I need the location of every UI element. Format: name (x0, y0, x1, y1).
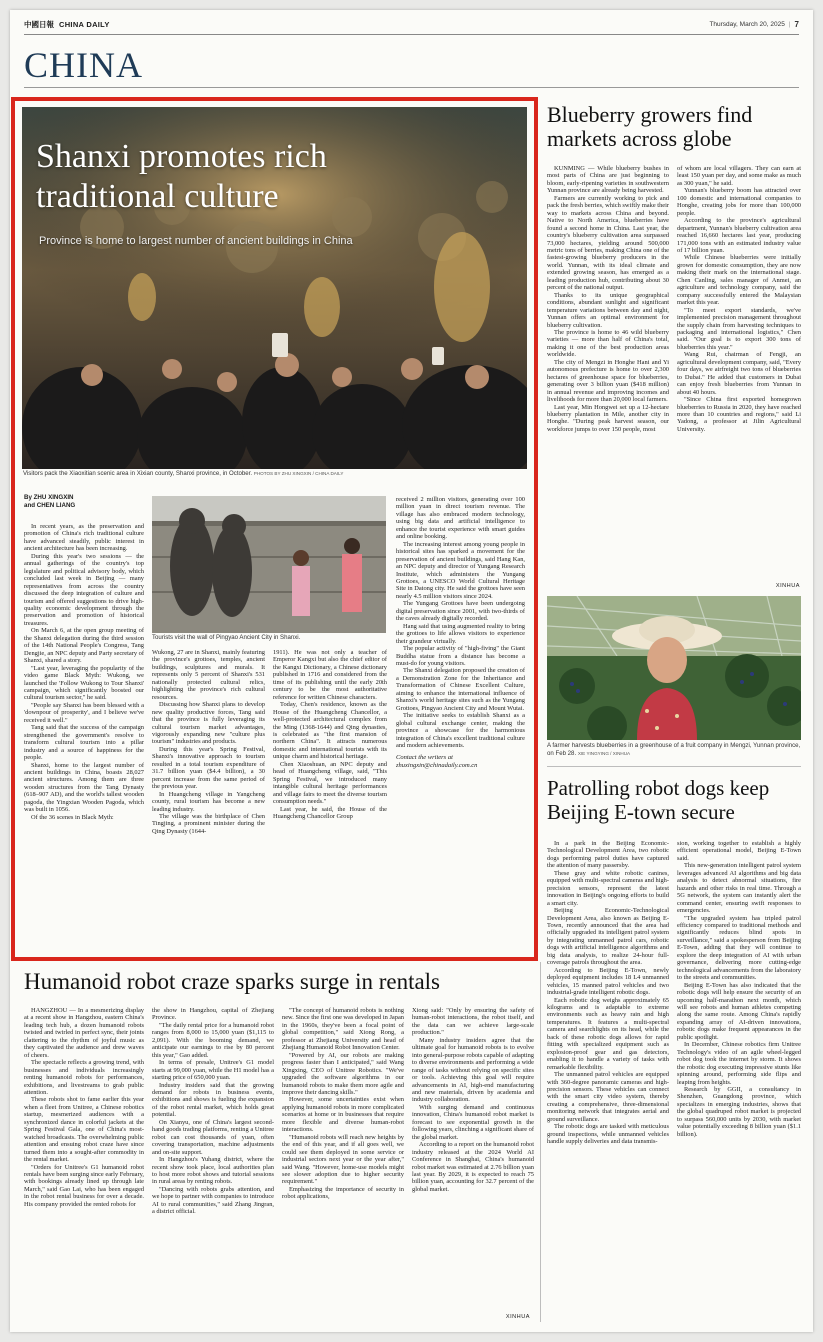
blueberry-paragraph: The province is home to 46 wild blueberry varieties — more than half of China's total, making it one of the best production areas worldwide. (547, 328, 669, 359)
robotdog-headline-line2: Beijing E-town secure (547, 800, 735, 824)
shanxi-paragraph: Today, Chen's residence, known as the House of the Huangcheng Chancellor, a well-protected architectural complex from the Ming (1368-1644) and Qing dynasties, is celebrated as "the first mansion of northern China". It attracts numerous domestic and international tourists with its unique charm and historical heritage. (273, 701, 387, 761)
pingyao-inset-caption: Tourists visit the wall of Pingyao Ancient City in Shanxi. (152, 634, 301, 641)
masthead-dateline (709, 20, 799, 29)
humanoid-paragraph: These robots shot to fame earlier this year when a fleet from Unitree, a Chinese robotics startup, mesmerized audiences with a synchronized dance in colorful jackets at the Spring Festival Gala, one of China's most-watched broadcasts. The overwhelming public attention and ensuing robot craze have since turned them into a sought-after commodity in the rental market. (24, 1096, 144, 1164)
shanxi-hero-photo (22, 107, 527, 469)
robotdog-paragraph: Research by GGII, a consultancy in Shenzhen, Guangdong province, which specializes in emerging industries, shows that the global quadruped robot market is projected to surpass 560,000 units by 2030, with market value potentially exceeding 8 billion yuan ($1.1 billion). (677, 1085, 801, 1138)
robotdog-paragraph: "The upgraded system has tripled patrol efficiency compared to traditional methods and significantly reduces blind spots in surveillance," said a spokesperson from Beijing E-Town, adding that they will continue to explore the deep integration of AI with urban governance, delivering more cutting-edge technological advancements from the laboratory to the streets and communities. (677, 914, 801, 982)
humanoid-paragraph: "Humanoid robots will reach new heights by the end of this year, and if all goes well, we could see them deployed in some service or industrial sectors next year or the year after," said Wang. "However, home-use models might see slower adoption due to higher security requirement." (282, 1133, 404, 1186)
robotdog-paragraph: The unmanned patrol vehicles are equipped with 360-degree panoramic cameras and high-precision sensors. These vehicles can connect with the smart city video system, thereby creating a comprehensive, three-dimensional monitoring network that integrates aerial and ground surveillance. (547, 1071, 669, 1123)
photo-pingyao-wall (152, 496, 386, 633)
humanoid-paragraph: The spectacle reflects a growing trend, with businesses and individuals increasingly renting humanoid robots for performances, exhibitions, and livestreams to grab public attention. (24, 1059, 144, 1096)
masthead-separator: | (788, 21, 791, 28)
shanxi-paragraph: Hang said that using augmented reality to bring the grottoes to life allows visitors to experience their grandeur virtually. (396, 622, 525, 645)
byline-author-2: and CHEN LIANG (24, 502, 76, 509)
humanoid-paragraph: Many industry insiders agree that the ultimate goal for humanoid robots is to evolve into general-purpose robots capable of adapting to diverse environments and performing a wide range of tasks without relying on specific sites or tools. Achieving this goal will require advancements in AI, high-end manufacturing and new materials, driven by academia and industry collaboration. (412, 1036, 534, 1104)
blueberry-headline (547, 103, 752, 151)
humanoid-paragraph: "Orders for Unitree's G1 humanoid robot rentals have been surging since early February, with bookings already lined up through late March," said Gao Lai, who has been engaged in the robot rental business for over a decade. His company provided the rented robots for (24, 1163, 144, 1208)
shanxi-column-3 (273, 649, 387, 953)
byline-author-1: By ZHU XINGXIN (24, 494, 74, 501)
blueberry-paragraph: of whom are local villagers. They can earn at least 150 yuan per day, and some make as much as 300 yuan," he said. (677, 165, 801, 187)
blueberry-photo-credit: XIE YINGYING / XINHUA (577, 751, 631, 756)
photo-blueberry-farmer (547, 596, 801, 740)
shanxi-contact (396, 754, 525, 770)
shanxi-paragraph: The Shanxi delegation proposed the creation of a Demonstration Zone for the Inheritance and Transformation of Chinese Excellent Culture, aiming to enhance the international influence of Shanxi's world heritage sites such as the Yungang Grottoes, Pingyao Ancient City and Mount Wutai. (396, 667, 525, 712)
humanoid-paragraph: With surging demand and continuous innovation, China's humanoid robot market is forecast to see exponential growth in the following years, clinching a significant share of the global market. (412, 1103, 534, 1141)
robotdog-paragraph: In a park in the Beijing Economic-Technological Development Area, two robotic dogs performing patrol duties have captured the attention of many passersby. (547, 840, 669, 870)
blueberry-paragraph: According to the province's agricultural department, Yunnan's blueberry cultivation area reached 16,660 hectares last year, producing 171,000 tons with an estimated industry value of 17 billion yuan. (677, 217, 801, 254)
shanxi-column-4 (396, 496, 525, 954)
shanxi-column-2 (152, 649, 265, 953)
shanxi-paragraph: In Huangcheng village in Yangcheng county, rural tourism has become a new leading industry. (152, 790, 265, 813)
masthead-logo (24, 19, 110, 30)
shanxi-paragraph: "Last year, leveraging the popularity of the video game Black Myth: Wukong, we launched the 'Follow Wukong to Tour Shanxi' campaign, which significantly boosted our cultural tourism sector," he said. (24, 664, 144, 702)
shanxi-paragraph: Shanxi, home to the largest number of ancient buildings in China, boasts 28,027 ancient structures. Among them are three wooden structures from the Tang Dynasty (618–907 AD), and the world's tallest wooden pagoda, the Yingxian Wooden Pagoda, which was built in 1056. (24, 761, 144, 814)
shanxi-contact-label: Contact the writers at (396, 754, 453, 762)
blueberry-column-1 (547, 165, 669, 593)
masthead-logo-en: CHINA DAILY (59, 20, 110, 29)
shanxi-subhead: Province is home to largest number of ancient buildings in China (39, 235, 353, 247)
shanxi-paragraph: In recent years, as the preservation and promotion of China's rich traditional culture have advanced steadily, public interest in ancient architecture has been increasing. (24, 523, 144, 553)
humanoid-column-4 (412, 1007, 534, 1313)
robotdog-paragraph: sion, working together to establish a highly efficient operational model, Beijing E-Town said. (677, 840, 801, 862)
blueberry-paragraph: Wang Rui, chairman of Fengji, an agricultural development company, said, "Every four days, we airfreight two tons of blueberries to Dubai." He added that customers in Dubai can enjoy fresh blueberries from Yunnan in about 40 hours. (677, 351, 801, 396)
robotdog-paragraph: Beijing E-Town has also indicated that the robotic dogs will help ensure the security of an upcoming half-marathon next month, which will see robots and human athletes competing along the same route. Among China's rapidly expanding array of AI-driven innovations, robotic dogs make frequent appearances in the public spotlight. (677, 981, 801, 1041)
robotdog-headline (547, 776, 769, 824)
robotdog-column-1 (547, 840, 669, 1328)
robotdog-paragraph: These gray and white robotic canines, equipped with multi-spectral cameras and high-precision sensors, represent the latest innovation in Beijing's ongoing efforts to build a smart city. (547, 869, 669, 907)
shanxi-paragraph: Last year, he said, the House of the Huangcheng Chancellor Group (273, 805, 387, 820)
humanoid-paragraph: "The daily rental price for a humanoid robot ranges from 8,000 to 15,000 yuan ($1,115 to 2,091). With the booming demand, we anticipate our earnings to rise by 80 percent this year," Gao added. (152, 1021, 274, 1059)
humanoid-paragraph: According to a report on the humanoid robot industry released at the 2024 World AI Conference in Shanghai, China's humanoid robot market was estimated at 2.76 billion yuan last year. By 2029, it is expected to reach 75 billion yuan, accounting for 32.7 percent of the global market. (412, 1141, 534, 1193)
humanoid-column-3 (282, 1007, 404, 1327)
newspaper-page (10, 10, 813, 1332)
humanoid-paragraph: In Hangzhou's Yuhang district, where the recent show took place, local authorities plan to host more robot shows and tutorial sessions in rural areas by renting robots. (152, 1156, 274, 1186)
vertical-divider (540, 962, 541, 1322)
shanxi-paragraph: During this year's two sessions — the annual gatherings of the country's top legislature and political advisory body, which concluded last week in Beijing — many representatives from across the country discussed the deep integration of culture and tourism and offered suggestions to drive high-quality economic development through the preservation and promotion of historical treasures. (24, 552, 144, 627)
pingyao-inset-photo (152, 496, 386, 633)
shanxi-headline-line1: Shanxi promotes rich (36, 138, 327, 175)
blueberry-caption-text: A farmer harvests blueberries in a greenhouse of a fruit company in Mengzi, Yunnan province, on Feb 28. (547, 742, 801, 757)
shanxi-paragraph: Wukong, 27 are in Shanxi, mainly featuring the province's grottoes, temples, ancient buildings, sculptures and murals. It represents only 5 percent of Shanxi's 531 nationally protected cultural relics, highlighting the province's rich cultural resources. (152, 649, 265, 701)
byline (24, 494, 75, 510)
robotdog-paragraph: According to Beijing E-Town, newly deployed equipment includes 18 L4 unmanned vehicles, 15 manned patrol vehicles and two industrial-grade intelligent robotic dogs. (547, 966, 669, 997)
shanxi-contact-email: zhuxingxin@chinadaily.com.cn (396, 762, 478, 770)
robotdog-paragraph: Each robotic dog weighs approximately 65 kilograms and is adaptable to extreme environments such as heavy rain and high temperatures. It features a multi-spectral camera and searchlights on its head, while the back of these robotic dogs allows for rapid fitting with specialized equipment such as explosion-proof gear and gas detectors, enabling it to handle a variety of tasks with remarkable flexibility. (547, 996, 669, 1071)
shanxi-paragraph: The increasing interest among young people in historical sites has sparked a movement for the preservation of ancient buildings, said Hang Kan, an NPC deputy and director of Yungang Research Institute, which administers the Yungang Grottoes, a UNESCO World Cultural Heritage Site in Datong city. He said the grottoes have seen nearly 4.5 million visitors since 2024. (396, 540, 525, 600)
robotdog-headline-line1: Patrolling robot dogs keep (547, 776, 770, 800)
section-rule (24, 87, 799, 88)
shanxi-hero-caption (23, 470, 528, 477)
robotdog-paragraph: This new-generation intelligent patrol system leverages advanced AI algorithms and big data analysis to detect abnormal situations, fire hazards and other risks in real time. Through a 5G network, the system can instantly alert the command center, ensuring swift responses to emergencies. (677, 862, 801, 915)
shanxi-column-1 (24, 523, 144, 953)
shanxi-paragraph: The initiative seeks to establish Shanxi as a global cultural exchange center, making the province a showcase for the harmonious integration of China's excellent traditional culture and modern achievements. (396, 712, 525, 749)
humanoid-paragraph: In terms of presale, Unitree's G1 model starts at 99,000 yuan, while the H1 model has a starting price of 650,000 yuan. (152, 1059, 274, 1082)
masthead-logo-cn: 中國日報 (24, 20, 54, 29)
blueberry-paragraph: KUNMING — While blueberry bushes in most parts of China are just beginning to bloom, early-ripening varieties in southwestern Yunnan province are already being harvested. (547, 165, 669, 195)
shanxi-paragraph: The Yungang Grottoes have been undergoing digital preservation since 2001, with two-thirds of the caves already digitally recorded. (396, 600, 525, 623)
humanoid-paragraph: On Xianyu, one of China's largest second-hand goods trading platforms, renting a Unitree robot can cost thousands of yuan, often covering transportation, machine adjustments and on-site support. (152, 1118, 274, 1156)
humanoid-signoff: XINHUA (505, 1314, 530, 1320)
shanxi-headline-line2: traditional culture (36, 178, 279, 215)
humanoid-column-2 (152, 1007, 274, 1327)
humanoid-paragraph: "Dancing with robots grabs attention, and we hope to partner with companies to introduce AI to rural communities," said Zhang Jingran, a district official. (152, 1185, 274, 1216)
blueberry-photo (547, 596, 801, 740)
shanxi-paragraph: On March 6, at the open group meeting of the Shanxi delegation during the third session of the 14th National People's Congress, Tang Dengjie, an NPC deputy and Party secretary of Shanxi, shared a story. (24, 627, 144, 665)
humanoid-paragraph: HANGZHOU — In a mesmerizing display at a recent show in Hangzhou, eastern China's leading tech hub, a dozen humanoid robots twisted and twirled in perfect sync, their joints clattering to the rhythm of joyful music as they captivated the audience and drew waves of cheers. (24, 1007, 144, 1059)
shanxi-paragraph: Chen Xiaoshuan, an NPC deputy and head of Huangcheng village, said, "This Spring Festival, we introduced many intangible cultural heritage performances and village fairs to meet the diverse tourism consumption needs." (273, 760, 387, 806)
masthead-date: Thursday, March 20, 2025 (709, 21, 785, 28)
blueberry-paragraph: While Chinese blueberries were initially grown for domestic consumption, they are now making their mark on the international stage. Chen Canling, sales manager of Anmei, an agriculture and technology company, said the company successfully entered the Malaysian market this year. (677, 254, 801, 307)
robotdog-paragraph: In December, Chinese robotics firm Unitree Technology's video of an agile wheel-legged robot dog took the internet by storm. It shows the robotic dog executing impressive stunts like spinning around, performing side flips and leaping from heights. (677, 1041, 801, 1086)
robotdog-top-rule (547, 766, 801, 767)
blueberry-caption (547, 742, 801, 758)
shanxi-paragraph: Discussing how Shanxi plans to develop new quality productive forces, Tang said that the province is fully leveraging its cultural tourism market advantages, vigorously expanding new "culture plus tourism" industries and products. (152, 701, 265, 746)
shanxi-hero-photo-credit: PHOTOS BY ZHU XINGXIN / CHINA DAILY (253, 471, 344, 476)
shanxi-paragraph: Of the 36 scenes in Black Myth: (31, 813, 114, 821)
humanoid-paragraph: the show in Hangzhou, capital of Zhejiang Province. (152, 1007, 274, 1022)
humanoid-paragraph: "The concept of humanoid robots is nothing new. Since the first one was developed in Japan in the 1960s, they've been a focal point of global competition," said Xiong Rong, a professor at Zhejiang University and head of Zhejiang Humanoid Robot Innovation Center. (282, 1007, 404, 1052)
humanoid-paragraph: However, some uncertainties exist when applying humanoid robots in more complicated scenarios at home or in businesses that require more flexible and diverse human-robot interactions. (282, 1096, 404, 1134)
blueberry-paragraph: Farmers are currently working to pick and pack the fresh berries, which swiftly make their way to markets across China and beyond. Native to North America, blueberries have found a second home in China. Last year, the country's blueberry cultivation area surpassed 73,000 hectares, yielding around 500,000 metric tons of berries, making China one of the fastest-growing blueberry producers in the world. Yunnan, with its ideal climate and extended growing season, has emerged as a leading production hub, contributing about 30 percent of the national output. (547, 194, 669, 292)
shanxi-paragraph: 1911). He was not only a teacher of Emperor Kangxi but also the chief editor of the Kangxi Dictionary, a Chinese dictionary published in 1716 and considered from the time of its publishing until the early 20th century to be the most authoritative reference for written Chinese characters. (273, 649, 387, 701)
blueberry-paragraph: "To meet export standards, we've implemented precision management throughout the supply chain from harvesting techniques to packaging and international logistics," Chen said. "Our goal is to export 300 tons of blueberries this year." (677, 306, 801, 351)
humanoid-paragraph: "Powered by AI, our robots are making progress faster than I anticipated," said Wang Xingxing, CEO of Unitree Robotics. "We've upgraded the software algorithms in our humanoid robots to make them more agile and improve their dancing skills." (282, 1051, 404, 1096)
blueberry-paragraph: The city of Mengzi in Honghe Hani and Yi autonomous prefecture is home to over 2,300 hectares of greenhouse space for blueberries, generating over 3 billion yuan ($418 million) in annual revenue and improving incomes and livelihoods for more than 20,000 local farmers. (547, 358, 669, 404)
humanoid-column-1 (24, 1007, 144, 1327)
blueberry-signoff: XINHUA (775, 583, 800, 589)
section-title: CHINA (24, 45, 143, 85)
humanoid-headline: Humanoid robot craze sparks surge in rentals (24, 969, 441, 994)
shanxi-paragraph: "People say Shanxi has been blessed with a 'downpour of prosperity', and I believe we've received it well." (24, 701, 144, 724)
robotdog-paragraph: Beijing Economic-Technological Development Area, also known as Beijing E-Town, recently announced that the area had officially upgraded its intelligent patrol system by integrating unmanned patrol cars, robotic dogs with artificial intelligence algorithms and big data analysis, to realize 24-hour full-coverage patrols throughout the area. (547, 907, 669, 967)
blueberry-paragraph: Thanks to its unique geographical conditions, abundant sunlight and significant temperature variations between day and night, Yunnan offers an optimal environment for blueberry cultivation. (547, 291, 669, 329)
humanoid-paragraph: Xiong said: "Only by ensuring the safety of human-robot interactions, the robot itself, and the data can we achieve large-scale production." (412, 1007, 534, 1037)
shanxi-paragraph: The popular activity of "high-fiving" the Giant Buddha statue from a distance has become a must-do for young visitors. (396, 645, 525, 667)
blueberry-headline-line1: Blueberry growers find (547, 102, 753, 127)
blueberry-paragraph: Last year, Min Hongwei set up a 12-hectare blueberry plantation in Mile, another city in Honghe. "During peak harvest season, our workforce jumps to over 150 people, most (547, 403, 669, 433)
shanxi-headline (36, 137, 327, 217)
blueberry-paragraph: Yunnan's blueberry boom has attracted over 100 domestic and international companies to Honghe, creating jobs for more than 100,000 people. (677, 187, 801, 217)
blueberry-column-2 (677, 165, 801, 577)
blueberry-headline-line2: markets across globe (547, 126, 732, 151)
page-number: 7 (794, 20, 799, 29)
robotdog-paragraph: The robotic dogs are tasked with meticulous ground inspections, while unmanned vehicles handle supply deliveries and data transmis- (547, 1123, 669, 1146)
shanxi-hero-caption-text: Visitors pack the Xiaoxitian scenic area in Xixian county, Shanxi province, in October. (23, 470, 253, 477)
masthead-rule (24, 34, 799, 35)
humanoid-paragraph: Emphasizing the importance of security in robot applications, (282, 1185, 404, 1201)
shanxi-paragraph: Tang said that the success of the campaign strengthened the government's resolve to transform cultural tourism into a pillar industry and a source of happiness for the people. (24, 724, 144, 762)
shanxi-paragraph: received 2 million visitors, generating over 100 million yuan in direct tourism revenue. The village has also embraced modern technology, using big data and artificial intelligence to enhance the tourist experience with smart guides and online booking. (396, 496, 525, 541)
humanoid-paragraph: Industry insiders said that the growing demand for robots in business events, exhibitions and shows is fueling the expansion of the robot rental market, which holds great potential. (152, 1081, 274, 1119)
shanxi-paragraph: During this year's Spring Festival, Shanxi's innovative approach to tourism resulted in a total tourism expenditure of 31.7 billion yuan ($4.4 billion), a 30 percent increase from the same period of the previous year. (152, 745, 265, 791)
blueberry-paragraph: "Since China first exported homegrown blueberries to Russia in 2020, they have reached more than 10 countries and regions," said Li Yadong, a professor at Jilin Agricultural University. (677, 396, 801, 433)
robotdog-column-2 (677, 840, 801, 1328)
shanxi-paragraph: The village was the birthplace of Chen Tingjing, a prominent minister during the Qing Dynasty (1644- (152, 812, 265, 835)
